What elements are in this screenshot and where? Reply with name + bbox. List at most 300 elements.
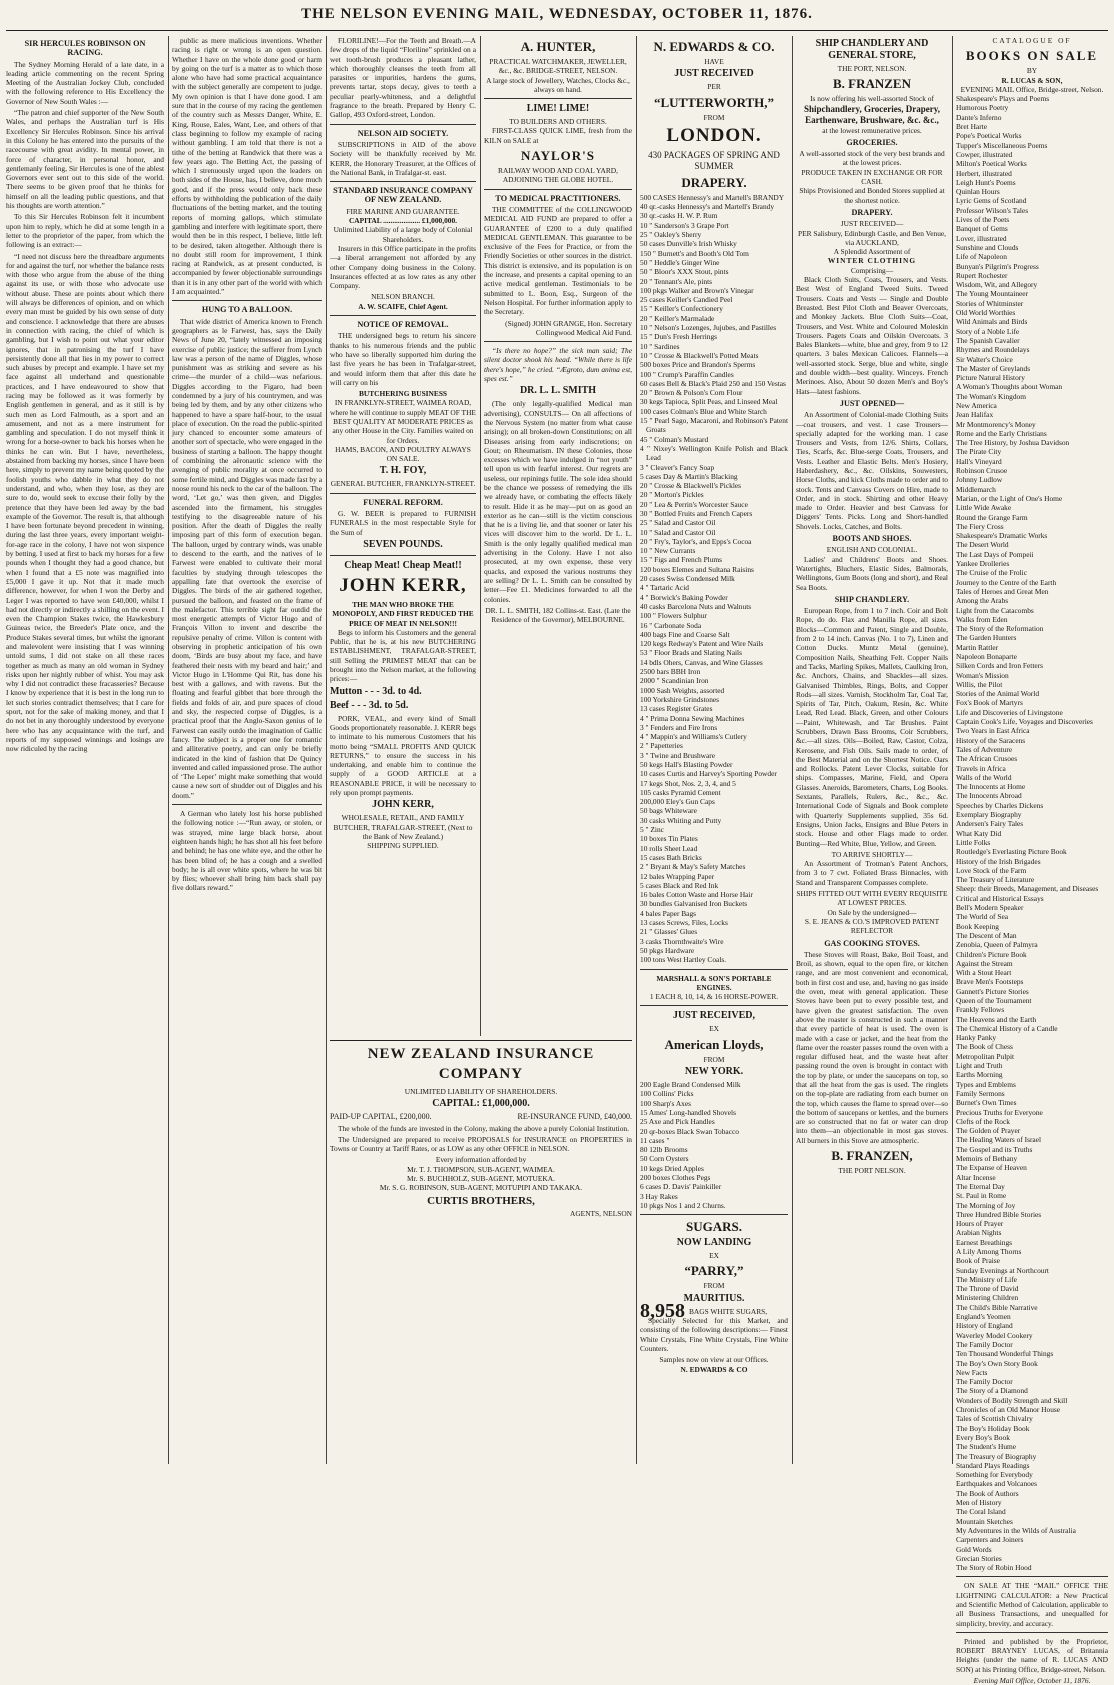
- book-title: Humorous Poetry: [956, 103, 1009, 113]
- hunter-body: A large stock of Jewellery, Watches, Clocks &c., always on hand.: [486, 75, 630, 94]
- books-on-sale: BOOKS ON SALE: [965, 48, 1099, 64]
- list-item: 3 Hay Rakes: [640, 1191, 678, 1201]
- list-item: 50 cases Dunville's Irish Whisky: [640, 239, 737, 249]
- nz-insurance-body-2: The Undersigned are prepared to receive PROPOSALS for INSURANCE on PROPERTIES in Towns or Country at Tariff Rates, or as LOW as any other OFFICE in NELSON.: [330, 1134, 632, 1154]
- divider: [484, 189, 632, 190]
- list-item: 40 casks Barcelona Nuts and Walnuts: [640, 601, 752, 611]
- divider: [640, 969, 788, 970]
- catalogue-of: CATALOGUE OF: [992, 36, 1072, 45]
- list-item: 200 boxes Clothes Pegs: [640, 1172, 711, 1182]
- book-title: Stories of Whitminster: [956, 298, 1024, 308]
- foy-name: T. H. FOY,: [379, 465, 427, 477]
- book-title: Gold Words: [956, 1544, 992, 1554]
- book-title: Arabian Nights: [956, 1228, 1002, 1238]
- list-item: 10 " Sardines: [640, 341, 680, 351]
- franzen-intro: Is now offering his well-assorted Stock of: [810, 94, 934, 104]
- book-title: Lives of the Poets: [956, 215, 1010, 225]
- john-kerr-sub: THE MAN WHO BROKE THE MONOPOLY, AND FIRST REDUCED THE PRICE OF MEAT IN NELSON!!!: [332, 599, 474, 628]
- book-title: The Spanish Cavalier: [956, 335, 1020, 345]
- book-title: The Golden of Prayer: [956, 1126, 1021, 1136]
- racing-letter: “I need not discuss here the threadbare arguments for and against the turf, nor whether the balance rests with those who argue from the abuse of the thing against its use, or with those who advocate use without abuse. These are points about which there will always be differences of opinion, and on which every man must be guided by his own sense of duty and conscience. I acknowledge that there are abuses in connection with racing, the chief of which is gambling, but I wish to point out what your editor ignores, that in patronising the turf I have persistently done all that lies in my power to correct such abuses by precept and example. I have set my face against all underhand and questionable practices, and I have endeavoured to show that racing may be followed as it was formerly by English gentlemen in general, and as it still is by such men as Lord Falmouth, as a sport and an amusement, and not as a mere instrument for gambling and speculation. I do not myself think it wrong for a horse-owner to back his horses when he thinks he can win. But I have, nevertheless, abstained from backing my horses, since I have been here, simply to prevent my name being quoted by the foolish youths who dabble in what they do not understand, and who, when they lose, as they are sure to do, would seek to excuse their folly by the pretence that they have been led away by the bad example of the Governor. The result is, that although I have been fortunate beyond precedent in winning, during the last three years, every important weight-for-age race in the colony, I have not won sixpence by betting. I used at first to back my horses for a few pounds when I thought they had a good chance, but when I found that a £5 note was magnified into £5,000 I gave it up. Not that it made much difference, however, for when I won the Derby and Leger I was reported to have won £40,000, whilst I had not directly or indirectly a shilling on the event. I even the Champion Stakes twice, the Hawkesbury Guineas twice, the Breeder's Plate once, and the Produce Stakes several times, but whilst the ignorant and malevolent were insisting that I was winning untold sums, I did not stake on all these races together as much as many an old woman in Sydney risks upon her nightly rubber of whist. You may ask why I did not contradict these fracasseries? Because I know by experience that it is best in the long run to let such stories contradict themselves; that I care for sport, not for the sake of making money, and that I do not bet in any thoroughly understood by everyone here who has any acquaintance with the turf, and reports of my supposed winnings and losings are now ridiculed by the racing: [6, 251, 164, 754]
- list-item: 150 " Burnett's and Booth's Old Tom: [640, 248, 749, 258]
- list-item: 10 " Sanderson's 3 Grape Port: [640, 220, 729, 230]
- book-title: The Boy's Own Story Book: [956, 1358, 1038, 1368]
- german-horse-notice: A German who lately lost his horse published the following notice :—“Run away, or stolen, or was strayed, mine large black horse, about eighteen hands high; he has shot all his feet before and behind; he has one white eye, and the other he has been blind of; he has a cough and a swelled body; he is all over white spots, where he was bit by flies; whoever shall bring him back shall pay five dollars reward.”: [172, 809, 322, 893]
- list-item: 10 " New Currants: [640, 546, 696, 556]
- book-title: Stories of the Animal World: [956, 689, 1040, 699]
- medical-signature: (Signed) JOHN GRANGE, Hon. Secretary Collingwood Medical Aid Fund.: [505, 318, 632, 337]
- list-item: 120 kegs Redway's Patent and Wire Nails: [640, 639, 764, 649]
- boots-sub: ENGLISH AND COLONIAL.: [826, 545, 918, 555]
- list-item: 15 " Keiller's Confectionery: [640, 304, 723, 314]
- just-received-drapery: JUST RECEIVED—: [840, 219, 904, 229]
- list-item: 400 bags Fine and Coarse Salt: [640, 629, 730, 639]
- book-title: The Boy's Holiday Book: [956, 1423, 1030, 1433]
- book-title: Tupper's Miscellaneous Poems: [956, 140, 1048, 150]
- book-title: Rome and the Early Christians: [956, 428, 1047, 438]
- book-title: The Desert World: [956, 540, 1009, 550]
- list-item: 3 casks Thornthwaite's Wire: [640, 936, 724, 946]
- list-item: 200 Eagle Brand Condensed Milk: [640, 1080, 741, 1090]
- list-item: 20 qr-boxes Black Swan Tobacco: [640, 1126, 739, 1136]
- list-item: 11 cases ": [640, 1135, 670, 1145]
- sugar-descriptions: Specially Selected for this Market, and consisting of the following descriptions:— Finest White Crystals, Fine White Crystals, Fine White Counters.: [640, 1316, 788, 1353]
- divider: [330, 315, 476, 316]
- book-title: Cowper, illustrated: [956, 149, 1013, 159]
- book-title: The Cruise of the Frolic: [956, 568, 1028, 578]
- book-title: The Eternal Day: [956, 1181, 1005, 1191]
- book-title: Light and Truth: [956, 1061, 1003, 1071]
- list-item: 50 bags Whiteware: [640, 806, 697, 816]
- book-title: History of England: [956, 1321, 1013, 1331]
- funeral-headline: FUNERAL REFORM.: [363, 497, 443, 507]
- balloon-article: That wide district of America known to French geographers as le Farwest, has, says the Daily News of June 20, “lately witnessed an imposing exercise of public justice; the sufferer from Lynch law was a person of the name of Diggles, whose punishment was as striking and severe as his crime—the murder of a child—was nefarious. Diggles according to the Figaro, had been condemned by a jury of his countrymen, and was being led by them, and by any other citizens who happened to have a spare half-hour, to the usual place of execution. On the road the public-spirited jury chanced to encounter some amateurs of another sort of spectacle, who were engaged in the business of starting a balloon. The happy thought of combining the aëronautic science with the avenging of public morality at once occurred to some fertile mind, and Diggles was made fast by a noose round his neck to the car of the balloon. The word, ‘Let go,’ was then given, and Diggles ascended into the firmament, his struggles testifying to the disagreeable nature of his position. After the death of Diggles the really imposing part of this form of execution began. The balloon, urged by contrary winds, was unable to descend to the earth, and the natives of le Farwest were enabled to cultivate their moral faculties by studying through telescopes the appalling fate that overtook the exercise of Diggles. The birds of the air gathered together, pursued the balloon, and feasted on the frame of the malefactor. This terrible sight far outdid the most energetic attempts of Victor Hugo and of François Villon to invent and describe the repulsive penalty of crime. Villon is content with observing in prophetic anticipation of his own doom, ‘Birds are busy about my face, and have feathered their nests with my beard and hair;’ and Victor Hugo in L'Homme Qui Rit, has done his best with a gallows, and with ravens. But the floating and fearful gibbet that bore through the fields and folds of air, and pure spaces of cloud and sky, the respected corpse of Diggles, is a practical proof that the Anglo-Saxon genius of le Farwest can easily outdo the imagination of Gallic fancy. The subject is a proper one for romantic and alliterative poetry, and can only be briefly indicated in the kind of fashion that De Quincy invented and called impassioned prose. The author of ‘The Leper’ might make something that would cause a new sort of shudder out of Diggles and his doom.”: [172, 316, 322, 800]
- lightning-calculator: ON SALE AT THE “MAIL” OFFICE THE LIGHTNING CALCULATOR: a New Practical and Scientific Method of Calculation, applicable to all Business Transactions, and unequalled for simplicity, brevity, and accuracy.: [956, 1581, 1108, 1628]
- list-item: 100 " Crump's Paraffin Candles: [640, 369, 734, 379]
- nz-insurance-capital: CAPITAL: £1,000,000.: [432, 1098, 530, 1110]
- book-title: Queen of the Tournament: [956, 995, 1032, 1005]
- book-title: The Innocents at Home: [956, 782, 1026, 792]
- nz-insurance-title: NEW ZEALAND INSURANCE COMPANY: [367, 1046, 595, 1082]
- book-title: Yankee Drolleries: [956, 559, 1010, 569]
- list-item: 20 " Keiller's Marmalade: [640, 313, 715, 323]
- book-title: The Gospel and its Truths: [956, 1144, 1033, 1154]
- new-york: NEW YORK.: [684, 1066, 744, 1078]
- list-item: 200,000 Eley's Gun Caps: [640, 797, 715, 807]
- column-divider: [480, 36, 481, 1036]
- butchering-address: IN FRANKLYN-STREET, WAIMEA ROAD, where he will continue to supply MEAT OF THE BEST QUALITY AT MODERATE PRICES as any other House in the City. Families waited on for Orders.: [330, 398, 476, 445]
- book-title: Rhymes and Roundelays: [956, 345, 1030, 355]
- per-ships: PER Salisbury, Edinburgh Castle, and Ben Venue, via AUCKLAND,: [797, 228, 947, 247]
- book-title: Life and Discoveries of Livingstone: [956, 707, 1063, 717]
- book-title: Professor Wilson's Tales: [956, 205, 1029, 215]
- aid-society-body: SUBSCRIPTIONS in AID of the above Society will be thankfully received by Mr. KERR, the Honorary Treasurer, at the Offices of the National Bank, in Trafalgar-st. east.: [330, 139, 476, 177]
- book-title: The Family Doctor: [956, 1339, 1013, 1349]
- franzen-footer: B. FRANZEN,: [831, 1148, 913, 1164]
- curtis-brothers: CURTIS BROTHERS,: [427, 1194, 535, 1207]
- list-item: 60 cases Bell & Black's Plaid 250 and 150 Vestas: [640, 378, 786, 388]
- sub-agent-1: Mr. T. J. THOMPSON, SUB-AGENT, WAIMEA.: [407, 1164, 555, 1174]
- printer-imprint: Printed and published by the Proprietor, ROBERT BRAYNEY LUCAS, of Britannia Heights (under the name of R. LUCAS AND SON) at his Printing Office, Bridge-street, Nelson.: [956, 1636, 1108, 1674]
- removal-body: THE undersigned begs to return his sincere thanks to his numerous friends and the public who have so liberally supported him during the last five years he has been in Trafalgar-street, and would inform them that after this date he will carry on his: [330, 331, 476, 387]
- dr-smith-name: DR. L. L. SMITH: [519, 385, 597, 397]
- book-title: Pope's Poetical Works: [956, 131, 1022, 141]
- john-kerr-footer-sub: WHOLESALE, RETAIL, AND FAMILY BUTCHER, TRAFALGAR-STREET, (Next to the Bank of New Zealand.): [333, 813, 473, 841]
- book-title: Quinlan Hours: [956, 187, 1000, 197]
- divider: [956, 1632, 1108, 1633]
- list-item: 30 qr.-casks H. W. P. Rum: [640, 211, 718, 221]
- book-title: Altar Incense: [956, 1172, 996, 1182]
- column-divider: [168, 36, 169, 1464]
- column-3: [330, 36, 476, 1036]
- book-title: Metropolitan Pulpit: [956, 1051, 1015, 1061]
- list-item: 13 cases Register Grates: [640, 704, 713, 714]
- sub-agent-2: Mr. S. BUCHHOLZ, SUB-AGENT, MOTUEKA.: [407, 1174, 555, 1184]
- book-title: Journey to the Centre of the Earth: [956, 577, 1057, 587]
- divider: [330, 555, 476, 556]
- divider: [172, 804, 322, 805]
- list-item: 50 Corn Oysters: [640, 1154, 689, 1164]
- from-label-2: FROM: [703, 1054, 725, 1064]
- list-item: 10 rolls Sheet Lead: [640, 843, 698, 853]
- book-title: Book Keeping: [956, 921, 999, 931]
- opened-list: An Assortment of Colonial-made Clothing Suits—coat trousers, and vest. 1 case Trousers—specially adapted for the working man. 1 case Trousers and Vests, from 12/6. Shirts, Collars, Ties, Scarfs, &c. Blue-serge Coats, Trousers, and Vests. Leather and Elastic Belts. Men's Hosiery, Haberdashery, &c., &c. Oilskins, Souwesters, Horse Cloths, and kick Cloths made to order and to stock. Tents and Canvass Covers on Hire, made to Order, and in stock. Shirting and other Heavy made to Order. Heavier and best Canvass for Diggers' Tents. Picks. Long and Short-handled Shovels. Locks, Catches, and Bolts.: [796, 410, 948, 531]
- book-title: The Student's Hume: [956, 1442, 1017, 1452]
- edwards-footer: N. EDWARDS & CO: [680, 1364, 748, 1374]
- clothing-list: Black Cloth Suits, Coats, Trousers, and Vests. Best West of England Tweed Suits. Tweed Trousers. Coats and Vests — Single and Double Breasted. Best Pilot Cloth and Beaver Overcoats, and Monkey Jackets. Blue Cloth Suits—Coat, Trousers, and Vest. White and Coloured Moleskin Trousers. Pagets Coats and Oilskin Overcoats. 3 Bales Blankets—white, blue and grey, from 9 to 12 quarters. 3 bales Mexican Calicoes. Flannels—a well-assorted stock. Serge, blue and white, single and double width—best quality. Winceys. French Merinoes. Also, About 50 dozen Men's and Boy's Hats—latest fashions.: [796, 275, 948, 396]
- book-title: The Garden Hunters: [956, 633, 1017, 643]
- nz-insurance-sub: UNLIMITED LIABILITY OF SHAREHOLDERS.: [404, 1087, 558, 1096]
- book-title: Martin Rattler: [956, 642, 999, 652]
- book-title: A Lily Among Thorns: [956, 1247, 1022, 1256]
- book-title: Sheep: their Breeds, Management, and Diseases: [956, 884, 1099, 894]
- book-title: Standard Plays Readings: [956, 1460, 1030, 1470]
- curtis-agents: AGENTS, NELSON: [570, 1208, 632, 1218]
- racing-headline: SIR HERCULES ROBINSON ON RACING.: [24, 39, 146, 58]
- john-kerr-name: JOHN KERR,: [339, 574, 467, 596]
- drapery-title: DRAPERY.: [681, 174, 747, 190]
- column-divider: [952, 36, 953, 1464]
- nelson-branch: NELSON BRANCH.: [371, 292, 435, 302]
- list-item: 25 " Oakley's Sherry: [640, 230, 702, 240]
- book-title: The Expanse of Heaven: [956, 1163, 1027, 1173]
- list-item: 30 bundles Galvanised Iron Buckets: [640, 899, 748, 909]
- list-item: 15 " Figs and French Plums: [640, 555, 723, 565]
- book-title: Speeches by Charles Dickens: [956, 800, 1044, 810]
- book-title: The Child's Bible Narrative: [956, 1302, 1038, 1312]
- book-title: Herbert, illustrated: [956, 168, 1012, 178]
- book-title: Little Folks: [956, 837, 991, 847]
- book-title: Story of a Noble Life: [956, 326, 1020, 336]
- book-title: Sir Walter's Choice: [956, 354, 1013, 364]
- book-title: England's Yeomen: [956, 1312, 1011, 1322]
- dr-smith-body: (The only legally-qualified Medical man advertising), CONSULTS— On all affections of the Nervous System (no matter from what cause arising); on all broken-down Constitutions; on all Diseases arising from early indiscretions; on Gout; on Rheumatism. IN these Colonies, those excesses which we have indulged in “not youth” tell upon us with fearful interest. Our regrets are useless, our repinings futile. The sole idea should be the chance we possess of remedying the ills we already have, or combating the effects likely to result. Hide it as he may—put on as good an exterior as he can—still is the victim conscious that he is a living lie, and that sooner or later his vices will discover him to the world. Dr L. L. Smith is the only legally qualified medical man advertising in the Colony. Have I not also prosecuted, at my own expense, these very quacks, and exposed the various nostrums they are selling? Dr L. L. Smith can be consulted by letter—Fee £1. Medicines forwarded to all the colonies.: [484, 399, 632, 604]
- franzen-categories: Shipchandlery, Groceries, Drapery, Earthenware, Brushware, &c. &c.,: [803, 103, 941, 125]
- bags-sub: BAGS WHITE SUGARS,: [689, 1306, 768, 1316]
- list-item: 12 bales Wrapping Paper: [640, 871, 715, 881]
- hams-bacon: HAMS, BACON, AND POULTRY ALWAYS ON SALE.: [335, 444, 471, 464]
- book-title: Sunshine and Clouds: [956, 242, 1019, 252]
- book-title: My Adventures in the Wilds of Australia: [956, 1525, 1076, 1535]
- book-title: Rupert Rochester: [956, 270, 1008, 280]
- book-title: The Throne of David: [956, 1284, 1019, 1294]
- book-title: Hours of Prayer: [956, 1219, 1004, 1229]
- divider: [956, 1576, 1108, 1577]
- book-title: New America: [956, 400, 997, 410]
- list-item: 45 " Colman's Mustard: [640, 434, 709, 444]
- edwards-from: FROM: [703, 112, 725, 122]
- book-title: Tales of Adventure: [956, 744, 1013, 754]
- book-title: Children's Picture Book: [956, 949, 1027, 959]
- list-item: 3 " Fenders and Fire Irons: [640, 722, 718, 732]
- lutterworth: “LUTTERWORTH,”: [653, 94, 775, 110]
- book-title: New Facts: [956, 1367, 988, 1377]
- list-item: 2000 " Scandinian Iron: [640, 676, 709, 686]
- book-title: Bret Harte: [956, 122, 987, 132]
- book-title: Gannett's Picture Stories: [956, 986, 1029, 996]
- book-title: The Woman's Kingdom: [956, 391, 1026, 401]
- arrive-shortly: TO ARRIVE SHORTLY—: [831, 849, 913, 859]
- list-item: 25 " Salad and Castor Oil: [640, 518, 716, 528]
- book-title: Lover, illustrated: [956, 233, 1007, 243]
- list-item: 15 Ames' Long-handled Shovels: [640, 1107, 736, 1117]
- list-item: 2 " Papetteries: [640, 741, 683, 751]
- divider: [484, 341, 632, 342]
- list-item: 100 cases Colman's Blue and White Starch: [640, 406, 767, 416]
- book-title: Walls of the World: [956, 772, 1012, 782]
- list-item: 20 " Morton's Pickles: [640, 490, 704, 500]
- naylor-sub: RAILWAY WOOD AND COAL YARD, ADJOINING THE GLOBE HOTEL.: [498, 166, 618, 185]
- on-sale-by: On Sale by the undersigned—: [827, 907, 917, 917]
- book-title: Andersen's Fairy Tales: [956, 819, 1024, 829]
- book-title: Family Sermons: [956, 1088, 1005, 1098]
- book-title: Banquet of Gems: [956, 224, 1008, 234]
- list-item: 4 " Prima Donna Sewing Machines: [640, 713, 745, 723]
- book-title: Silken Cords and Iron Fetters: [956, 661, 1044, 671]
- chief-agent: A. W. SCAIFE, Chief Agent.: [358, 301, 448, 311]
- book-list: [956, 94, 1108, 1572]
- hunter-name: A. HUNTER,: [520, 39, 596, 54]
- book-title: The Treasury of Literature: [956, 875, 1035, 885]
- london: LONDON.: [666, 124, 762, 146]
- from-label-3: FROM: [703, 1281, 725, 1291]
- standard-insurance-capital: CAPITAL .................... £1,000,000.: [348, 216, 458, 226]
- divider: [640, 1214, 788, 1215]
- funeral-body: G. W. BEER is prepared to FURNISH FUNERALS in the most respectable Style for the Sum of: [330, 509, 476, 537]
- book-title: With a Stout Heart: [956, 968, 1012, 978]
- book-title: Middlemarch: [956, 484, 996, 494]
- standard-insurance-sub: FIRE MARINE AND GUARANTEE.: [346, 206, 460, 216]
- john-kerr-footer: JOHN KERR,: [372, 799, 434, 811]
- book-title: Every Boy's Book: [956, 1432, 1010, 1442]
- book-title: Round the Grange Farm: [956, 512, 1028, 522]
- list-item: 80 12lb Brooms: [640, 1145, 688, 1155]
- book-title: Hanky Panky: [956, 1033, 997, 1043]
- list-item: 13 cases Screws, Files, Locks: [640, 918, 728, 928]
- groceries-body: A well-assorted stock of the very best brands and at the lowest prices.: [799, 149, 945, 168]
- list-item: 25 Axe and Pick Handles: [640, 1117, 715, 1127]
- list-item: 100 pkgs Walker and Brown's Vinegar: [640, 285, 754, 295]
- book-title: Wonders of Bodily Strength and Skill: [956, 1395, 1068, 1405]
- hunter-sub: PRACTICAL WATCHMAKER, JEWELLER, &c., &c. BRIDGE-STREET, NELSON.: [489, 57, 627, 76]
- arrive-body: An Assortment of Trotman's Patent Anchors, from 3 to 7 cwt. Foliated Brass Binnacles, with Stand and Transparent Compasses complete.: [796, 859, 948, 887]
- book-title: The Book of Authors: [956, 1488, 1019, 1498]
- book-title: The Chemical History of a Candle: [956, 1023, 1058, 1033]
- john-kerr-body: Begs to inform his Customers and the general Public, that he is, at his new BUTCHERING ESTABLISHMENT, TRAFALGAR-STREET, still Selling the PRIMEST MEAT that can be brought into the Nelson market, at the following prices:—: [330, 627, 476, 684]
- book-title: Exemplary Biography: [956, 810, 1022, 820]
- packages: 430 PACKAGES OF SPRING AND SUMMER: [648, 149, 780, 171]
- book-title: The World of Sea: [956, 912, 1009, 922]
- edwards-have: HAVE: [704, 57, 724, 66]
- book-title: Clefts of the Rock: [956, 1116, 1010, 1126]
- aid-society-headline: NELSON AID SOCIETY.: [357, 128, 449, 138]
- nz-insurance-ad: [330, 1040, 632, 1465]
- balloon-headline: HUNG TO A BALLOON.: [201, 305, 293, 315]
- book-title: Old World Worthies: [956, 308, 1016, 318]
- list-item: 10 kegs Dried Apples: [640, 1163, 704, 1173]
- list-item: 14 bdls Ohers, Canvas, and Wine Glasses: [640, 657, 763, 667]
- book-title: Shakespeare's Dramatic Works: [956, 531, 1048, 541]
- book-title: The Innocents Abroad: [956, 791, 1022, 801]
- book-title: Shakespeare's Plays and Poems: [956, 94, 1050, 104]
- book-title: What Katy Did: [956, 828, 1002, 838]
- jeans-stoves: S. E. JEANS & CO.'S IMPROVED PATENT REFLECTOR: [804, 916, 940, 936]
- column-6: [796, 36, 948, 1464]
- book-title: Critical and Historical Essays: [956, 893, 1044, 903]
- nz-insurance-every: Every information afforded by: [435, 1155, 527, 1165]
- list-item: 4 bales Paper Bags: [640, 908, 697, 918]
- edwards-per: PER: [707, 82, 721, 92]
- nz-insurance-funds: [330, 1112, 632, 1121]
- divider: [640, 1005, 788, 1006]
- list-item: 4 " Tartaric Acid: [640, 583, 689, 593]
- book-title: St. Paul in Rome: [956, 1191, 1007, 1201]
- the-port: THE PORT, NELSON.: [837, 64, 907, 73]
- list-item: 53 " Floor Brads and Slating Nails: [640, 648, 742, 658]
- list-item: 100 tons West Hartley Coals.: [640, 955, 727, 965]
- book-title: Precious Truths for Everyone: [956, 1107, 1043, 1117]
- book-title: Earnest Breathings: [956, 1237, 1013, 1247]
- book-title: Three Hundred Bible Stories: [956, 1209, 1042, 1219]
- list-item: 50 " Bloor's XXX Stout, pints: [640, 267, 729, 277]
- list-item: 30 kegs Tapioca, Split Peas, and Linseed Meal: [640, 397, 778, 407]
- book-title: The Treasury of Biography: [956, 1451, 1037, 1461]
- boots-headline: BOOTS AND SHOES.: [832, 534, 912, 544]
- standard-insurance-liability: Unlimited Liability of a large body of Colonial Shareholders.: [333, 225, 473, 244]
- book-title: A Woman's Thoughts about Woman: [956, 382, 1063, 392]
- book-title: Love Stock of the Farm: [956, 865, 1027, 875]
- floriline-ad: FLORILINE!—For the Teeth and Breath.—A few drops of the liquid “Floriline” sprinkled on a wet tooth-brush produces a pleasant lather, which thoroughly cleanses the teeth from all parasites or impurities, hardens the gums, prevents tartar, stops decay, gives to teeth a peculiar pearly-whiteness, and a delightful fragrance to the breath. Prepared by Henry C. Gallop, 493 Oxford-street, London.: [330, 36, 476, 120]
- book-title: Woman's Mission: [956, 670, 1009, 680]
- naylor-name: NAYLOR'S: [521, 148, 595, 164]
- list-item: 500 CASES Hennessy's and Martell's BRANDY: [640, 192, 785, 202]
- book-title: Wisdom, Wit, and Allegory: [956, 280, 1038, 290]
- book-title: The Fiery Cross: [956, 521, 1004, 531]
- list-item: 5 " Zinc: [640, 825, 664, 835]
- book-title: The Story of the Reformation: [956, 624, 1044, 634]
- list-item: 20 " Lea & Perrin's Worcester Sauce: [640, 499, 748, 509]
- lime-headline: LIME! LIME!: [526, 103, 590, 115]
- sugars: SUGARS.: [686, 1219, 742, 1235]
- mail-office: EVENING MAIL Office, Bridge-street, Nelson.: [960, 84, 1104, 94]
- list-item: 17 kegs Shot, Nos. 2, 3, 4, and 5: [640, 778, 736, 788]
- list-item: 105 casks Pyramid Cement: [640, 787, 721, 797]
- list-item: 50 kegs Hall's Blasting Powder: [640, 760, 733, 769]
- ships-fitted: SHIPS FITTED OUT WITH EVERY REQUISITE AT LOWEST PRICES.: [796, 889, 948, 908]
- list-item: 10 pkgs Nos 1 and 2 Churns.: [640, 1200, 726, 1210]
- list-item: 20 " Fry's, Taylor's, and Epps's Cocoa: [640, 536, 752, 546]
- medical-body: THE COMMITTEE of the COLLINGWOOD MEDICAL AID FUND are prepared to offer a GUARANTEE of £200 to a duly qualified MEDICAL GENTLEMAN. This guarantee to be exclusive of the Fees for Practice, or from the Friendly Societies or other sources in the district. This district is extensive, and its population is on the increase, and presents a capital opening to an active medical gentleman. Testimonials to be submitted to L. Boon, Esq., Surgeon of the Nelson Hospital. For further information apply to the Secretary.: [484, 204, 632, 317]
- book-title: The Tree History, by Joshua Davidson: [956, 438, 1070, 448]
- book-title: Men of History: [956, 1498, 1002, 1508]
- butchering-business: BUTCHERING BUSINESS: [358, 389, 448, 399]
- list-item: 25 cases Keiller's Candied Peel: [640, 295, 733, 305]
- book-title: Brave Men's Footsteps: [956, 977, 1024, 987]
- now-landing: NOW LANDING: [676, 1237, 752, 1249]
- book-title: Bunyan's Pilgrim's Progress: [956, 261, 1039, 271]
- list-item: 120 boxes Elemes and Sultana Raisins: [640, 564, 754, 574]
- list-item: 2 " Bryant & May's Safety Matches: [640, 862, 746, 872]
- list-item: 50 " Heddle's Ginger Wine: [640, 257, 720, 267]
- book-title: Sunday Evenings at Northcourt: [956, 1265, 1049, 1275]
- list-item: 40 qr.-casks Hennessy's and Martell's Brandy: [640, 202, 775, 212]
- shipping-supplied: SHIPPING SUPPLIED.: [367, 841, 439, 851]
- list-item: 4 " Nixey's Wellington Knife Polish and Black Lead: [640, 443, 788, 463]
- book-title: Among the Arabs: [956, 596, 1009, 606]
- list-item: 1000 Sash Weights, assorted: [640, 685, 725, 695]
- samples-note: Samples now on view at our Offices.: [659, 1355, 769, 1365]
- column-2: [172, 36, 322, 1464]
- ex-label-3: EX: [709, 1251, 719, 1261]
- book-title: The Story of Robin Hood: [956, 1563, 1032, 1573]
- edwards-just-received: JUST RECEIVED: [674, 68, 754, 80]
- book-title: Mr Montmorency's Money: [956, 419, 1036, 429]
- list-item: 3 " Twine and Brushware: [640, 750, 716, 760]
- masthead-rule: [6, 30, 1108, 31]
- list-item: 10 " Salad and Castor Oil: [640, 527, 716, 537]
- list-item: 20 cases Swiss Condensed Milk: [640, 574, 735, 584]
- medical-headline: TO MEDICAL PRACTITIONERS.: [495, 193, 621, 203]
- list-item: 15 " Pearl Sago, Macaroni, and Robinson's Patent Groats: [640, 416, 788, 435]
- book-title: Jean Halifax: [956, 410, 994, 420]
- reinsurance-fund: RE-INSURANCE FUND, £40,000.: [517, 1112, 632, 1122]
- book-title: Book of Praise: [956, 1256, 1000, 1266]
- book-title: Hall's Vineyard: [956, 456, 1002, 466]
- column-divider: [792, 36, 793, 1464]
- book-title: Leigh Hunt's Poems: [956, 177, 1016, 187]
- book-title: History of the Irish Brigades: [956, 856, 1041, 866]
- list-item: 30 " Bottled Fruits and French Capers: [640, 508, 753, 518]
- drapery-headline: DRAPERY.: [851, 207, 893, 217]
- just-received-2: JUST RECEIVED,: [672, 1010, 756, 1022]
- list-item: 10 " Nelson's Lozenges, Jujubes, and Pastilles: [640, 323, 777, 333]
- list-item: 16 bales Cotton Waste and Horse Hair: [640, 890, 753, 900]
- book-title: Milton's Poetical Works: [956, 159, 1027, 169]
- column-divider: [636, 36, 637, 1464]
- dr-smith-address: DR. L. L. SMITH, 182 Collins-st. East. (Late the Residence of the Governor), MELBOURNE.: [485, 605, 631, 625]
- american-lloyds: American Lloyds,: [664, 1036, 764, 1052]
- column-divider: [326, 36, 327, 1464]
- book-title: The Book of Chess: [956, 1042, 1013, 1052]
- list-item: 100 Yorkshire Grindstones: [640, 694, 720, 704]
- goods-list-2: [640, 1080, 788, 1210]
- racing-intro: The Sydney Morning Herald of a late date, in a leading article commenting on the recent Spring Meeting of the Australian Jockey Club, concluded with the following reference to His Excellency the Governor of New South Wales :—: [6, 59, 164, 106]
- list-item: 5 cases Black and Red Ink: [640, 880, 719, 890]
- book-title: Zenobia, Queen of Palmyra: [956, 940, 1038, 950]
- book-title: Earths Morning: [956, 1070, 1003, 1080]
- book-title: The African Crusoes: [956, 754, 1018, 764]
- ex-label: EX: [709, 1024, 719, 1034]
